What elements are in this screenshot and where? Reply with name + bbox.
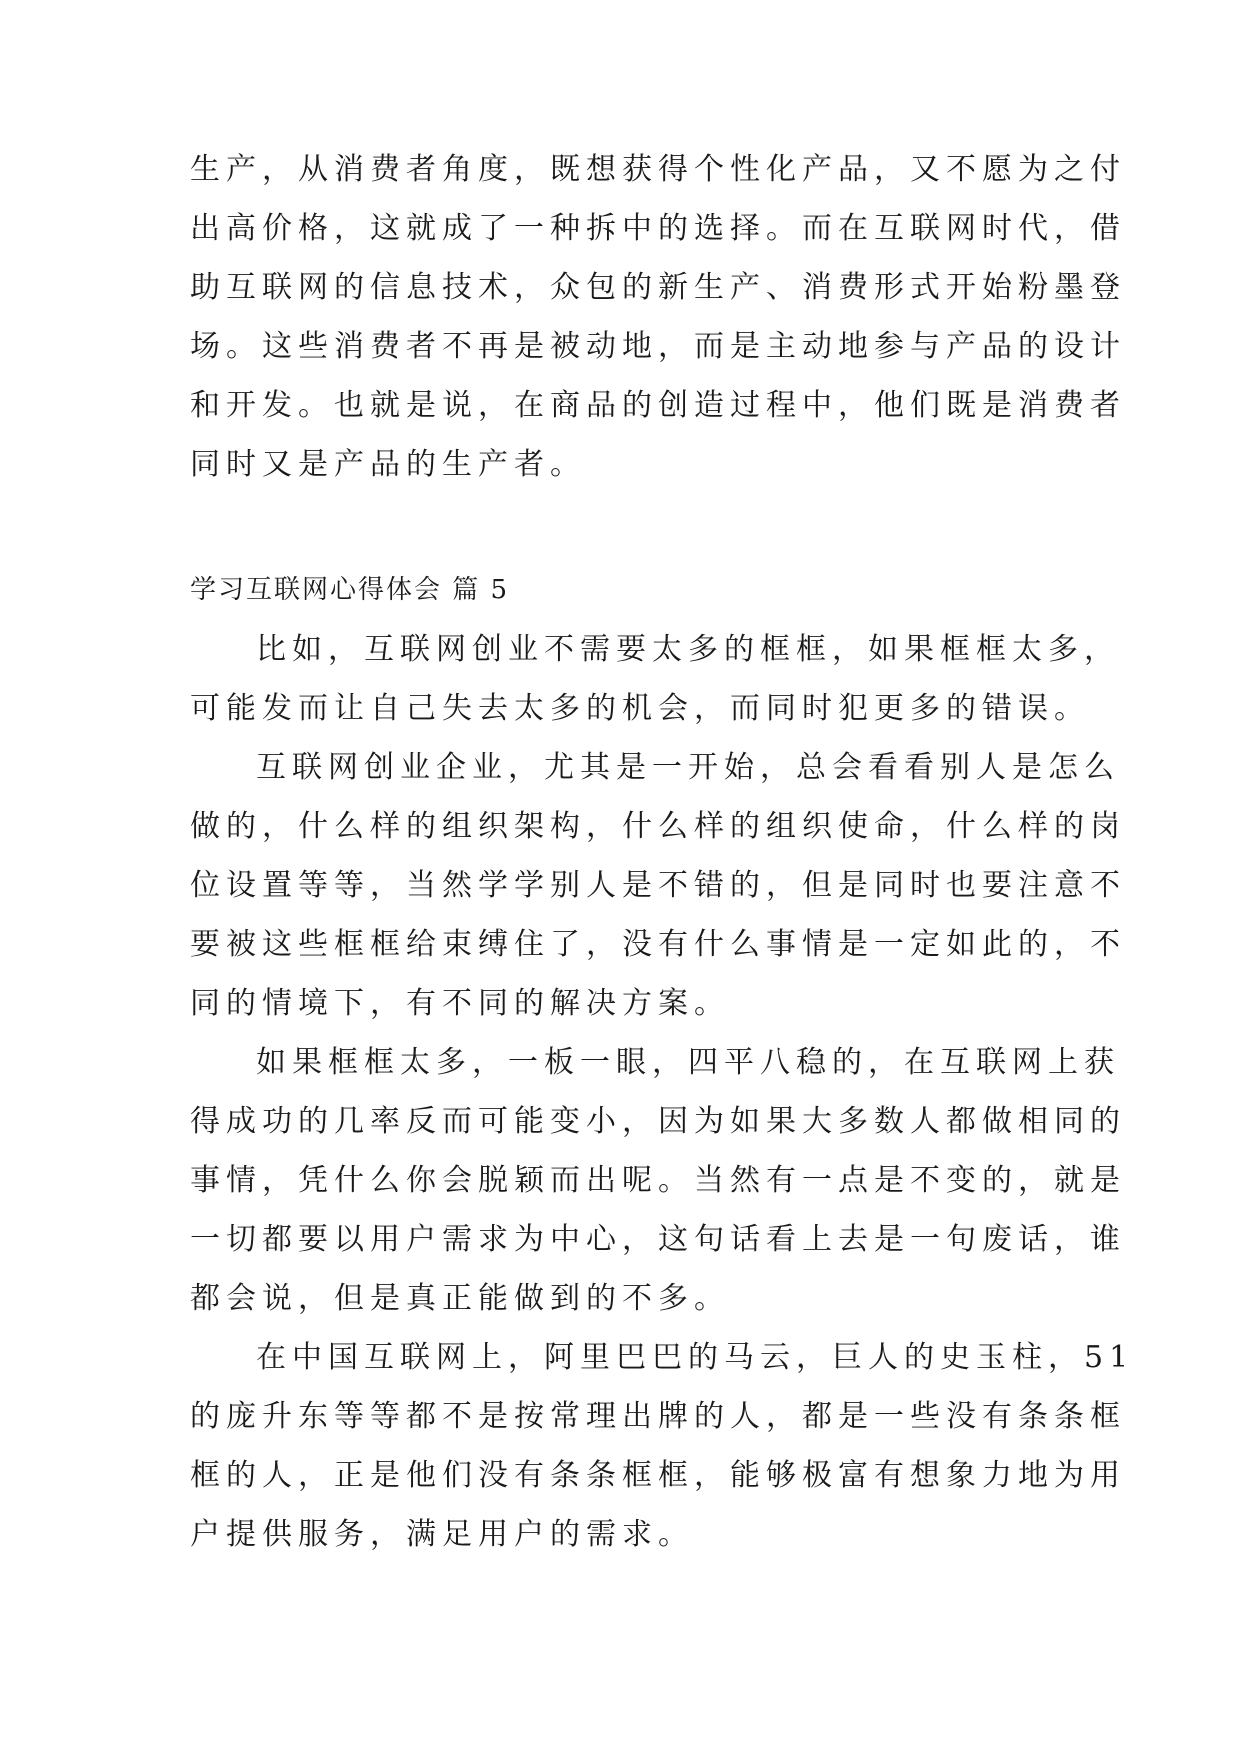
text-line: 生产，从消费者角度，既想获得个性化产品，又不愿为之付 <box>190 152 1126 187</box>
text-line: 一切都要以用户需求为中心，这句话看上去是一句废话，谁 <box>190 1222 1126 1257</box>
text-line: 都会说，但是真正能做到的不多。 <box>190 1281 730 1316</box>
text-line: 框的人，正是他们没有条条框框，能够极富有想象力地为用 <box>190 1458 1126 1493</box>
text-line: 和开发。也就是说，在商品的创造过程中，他们既是消费者 <box>190 388 1126 423</box>
text-line: 助互联网的信息技术，众包的新生产、消费形式开始粉墨登 <box>190 270 1126 305</box>
text-line: 事情，凭什么你会脱颖而出呢。当然有一点是不变的，就是 <box>190 1163 1126 1198</box>
text-line: 的庞升东等等都不是按常理出牌的人，都是一些没有条条框 <box>190 1399 1126 1434</box>
text-line: 出高价格，这就成了一种拆中的选择。而在互联网时代，借 <box>190 211 1126 246</box>
text-line: 同时又是产品的生产者。 <box>190 447 586 482</box>
text-line: 场。这些消费者不再是被动地，而是主动地参与产品的设计 <box>190 329 1126 364</box>
text-line: 得成功的几率反而可能变小，因为如果大多数人都做相同的 <box>190 1104 1126 1139</box>
text-line: 比如，互联网创业不需要太多的框框，如果框框太多， <box>256 632 1120 667</box>
text-line: 位设置等等，当然学学别人是不错的，但是同时也要注意不 <box>190 868 1126 903</box>
text-line: 户提供服务，满足用户的需求。 <box>190 1517 694 1552</box>
text-line: 要被这些框框给束缚住了，没有什么事情是一定如此的，不 <box>190 927 1126 962</box>
text-line: 做的，什么样的组织架构，什么样的组织使命，什么样的岗 <box>190 809 1126 844</box>
text-line: 互联网创业企业，尤其是一开始，总会看看别人是怎么 <box>256 750 1120 785</box>
text-line: 如果框框太多，一板一眼，四平八稳的，在互联网上获 <box>256 1045 1120 1080</box>
text-line: 同的情境下，有不同的解决方案。 <box>190 986 730 1021</box>
section-heading: 学习互联网心得体会 篇 5 <box>190 575 510 605</box>
text-line: 在中国互联网上，阿里巴巴的马云，巨人的史玉柱，51 <box>256 1340 1135 1375</box>
text-line: 可能发而让自己失去太多的机会，而同时犯更多的错误。 <box>190 691 1090 726</box>
